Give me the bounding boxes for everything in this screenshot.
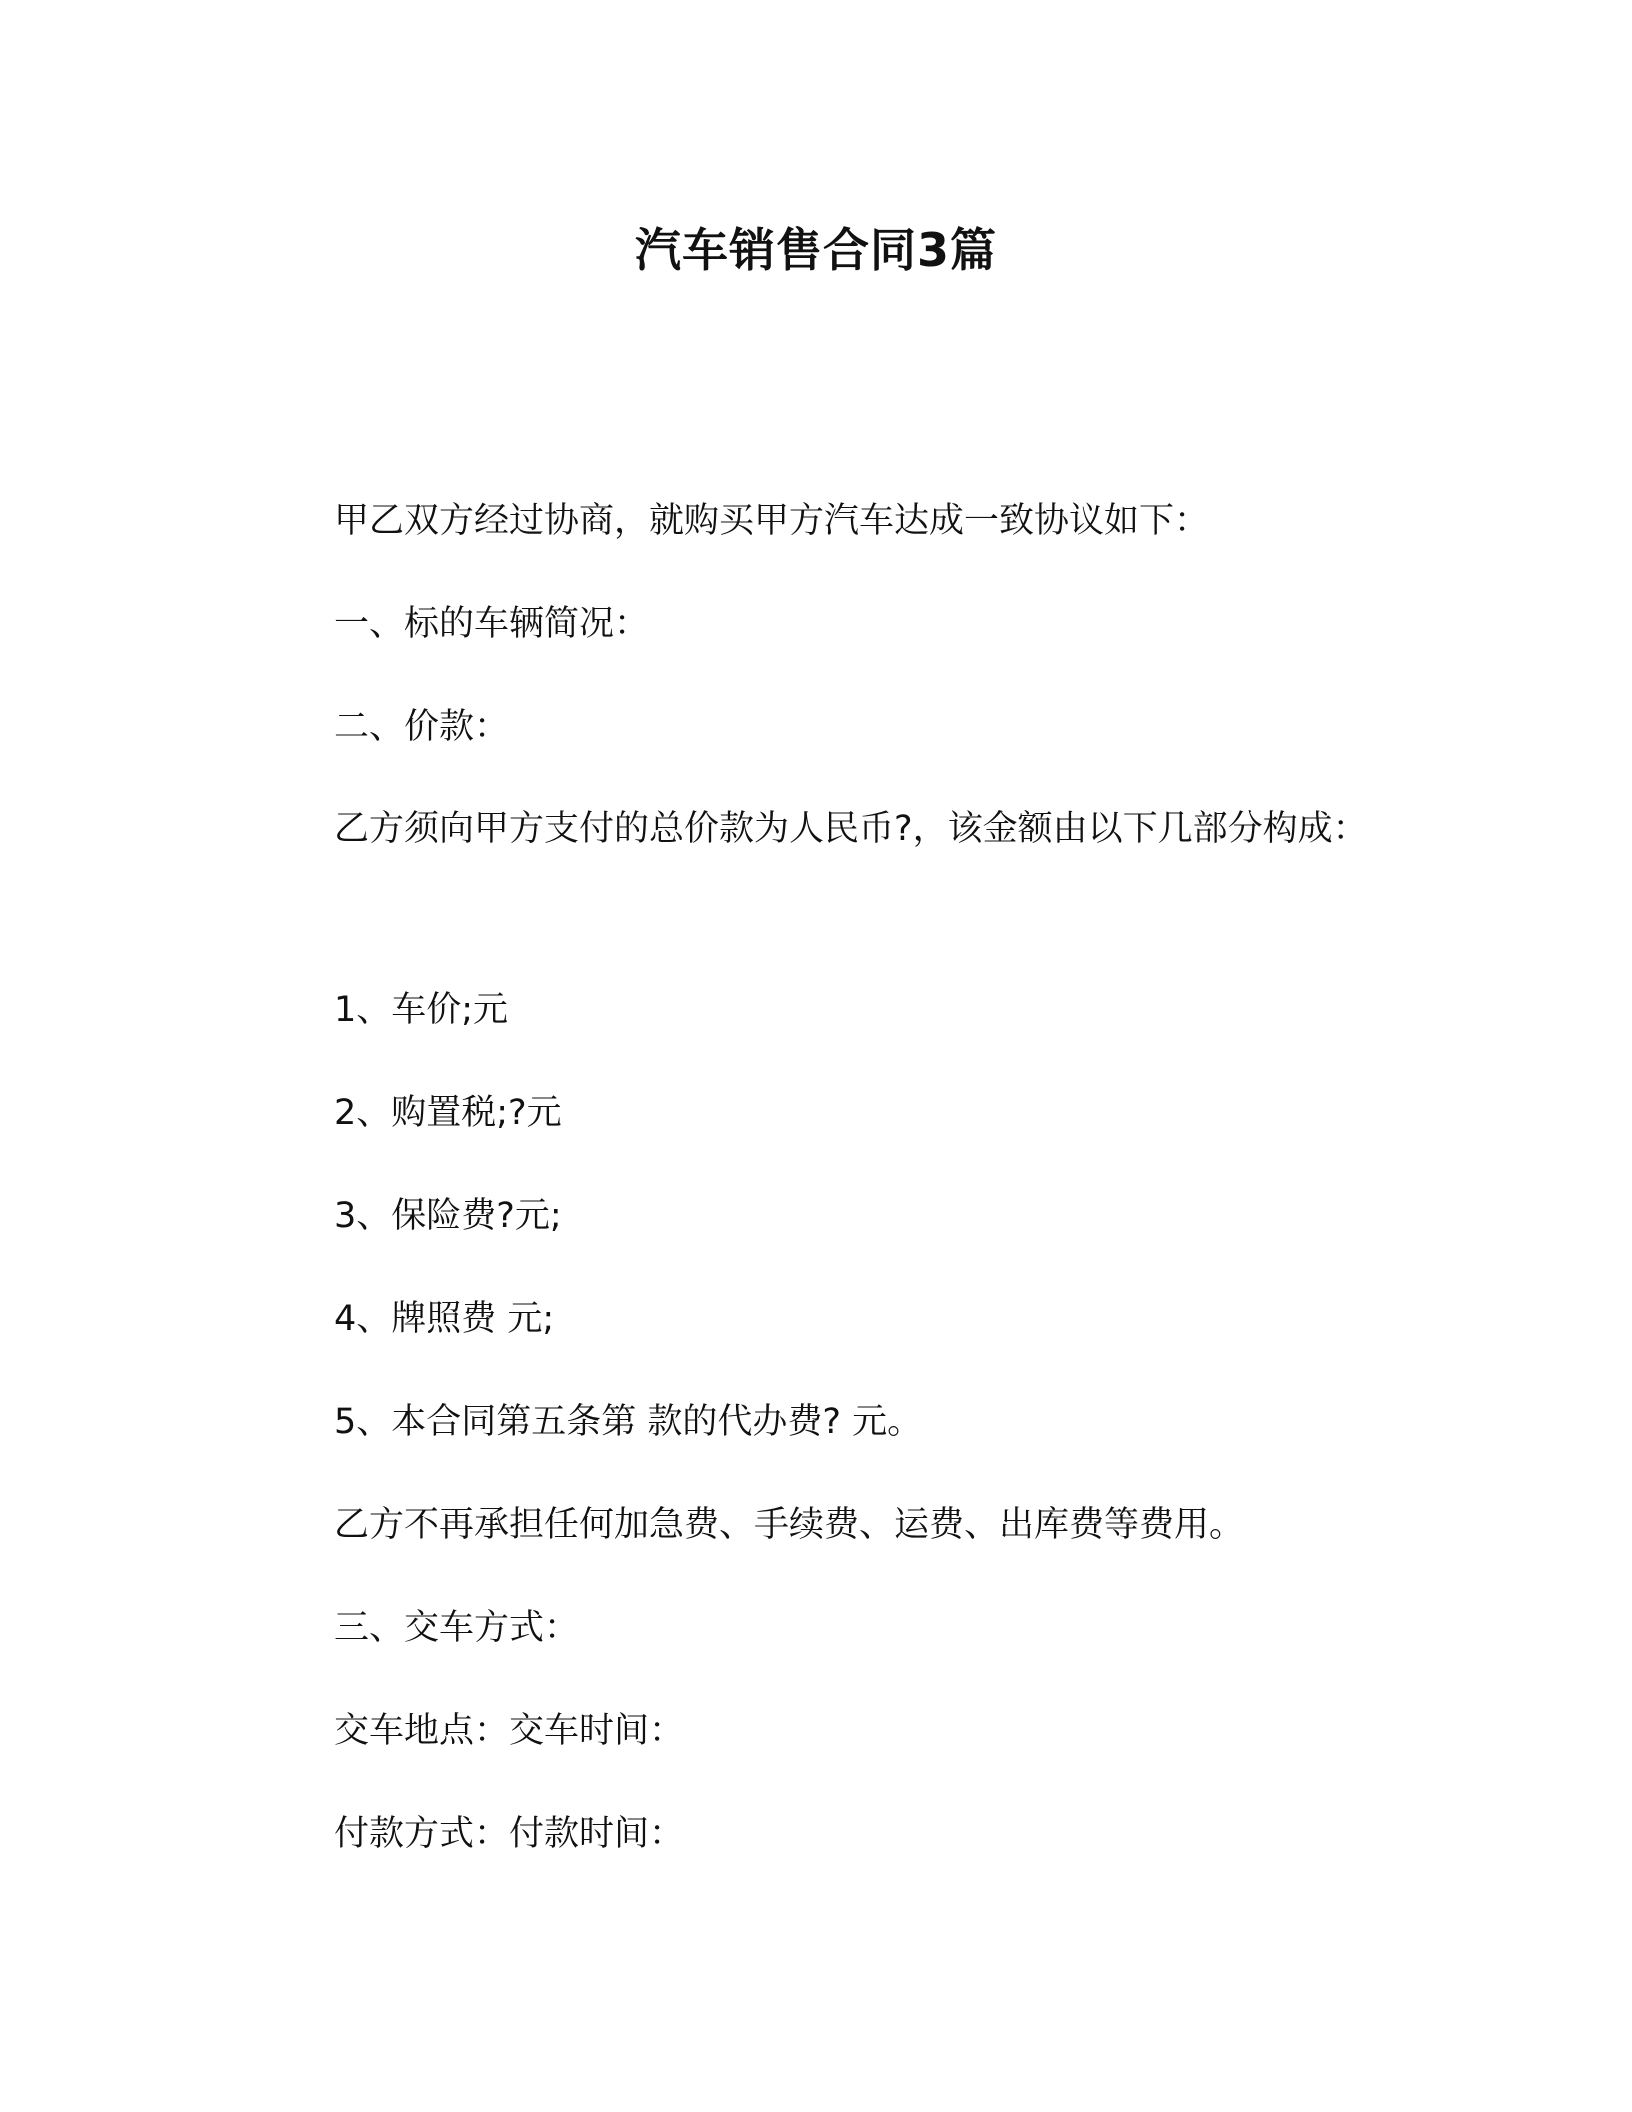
- delivery-location-time: 交车地点：交车时间：: [334, 1711, 685, 1751]
- price-item-car: 1、车价;元: [334, 990, 509, 1030]
- document-title: 汽车销售合同3篇: [634, 223, 997, 277]
- price-total-paragraph: 乙方须向甲方支付的总价款为人民币?，该金额由以下几部分构成：: [334, 809, 1368, 849]
- payment-method-time: 付款方式：付款时间：: [334, 1814, 685, 1854]
- price-item-agency-fee: 5、本合同第五条第 款的代办费? 元。: [334, 1402, 923, 1442]
- price-item-insurance: 3、保险费?元;: [334, 1196, 562, 1236]
- section-heading-vehicle: 一、标的车辆简况：: [334, 604, 650, 644]
- section-heading-price: 二、价款：: [334, 707, 510, 747]
- price-item-license: 4、牌照费 元;: [334, 1299, 555, 1339]
- no-extra-fees-paragraph: 乙方不再承担任何加急费、手续费、运费、出库费等费用。: [334, 1505, 1245, 1545]
- intro-paragraph: 甲乙双方经过协商，就购买甲方汽车达成一致协议如下：: [334, 501, 1210, 541]
- price-item-tax: 2、购置税;?元: [334, 1093, 562, 1133]
- section-heading-delivery: 三、交车方式：: [334, 1608, 580, 1648]
